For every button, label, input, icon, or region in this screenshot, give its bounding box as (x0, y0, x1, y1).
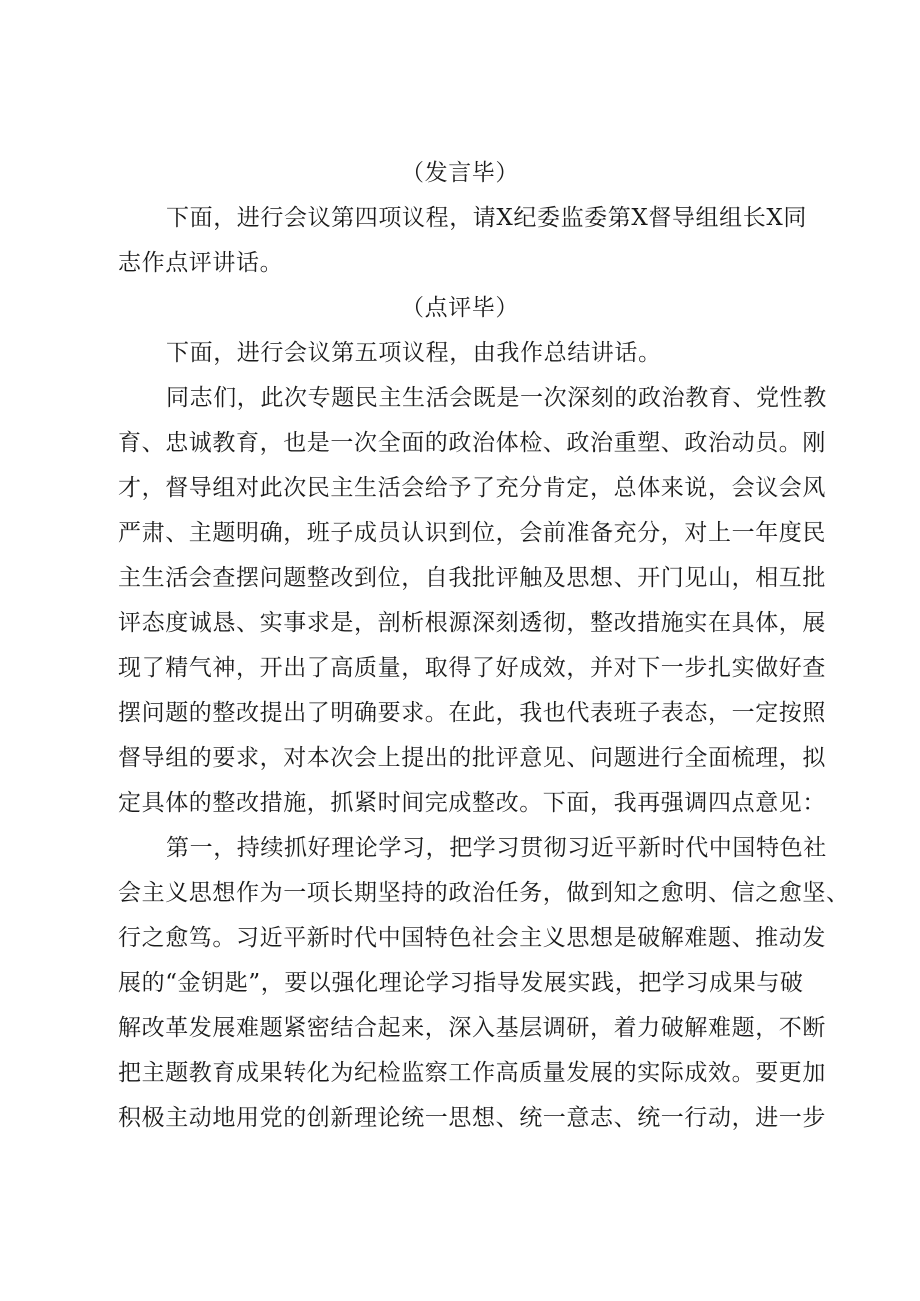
paragraph-line: 把主题教育成果转化为纪检监察工作高质量发展的实际成效。要更加 (118, 1060, 826, 1086)
paragraph-line: 展的“金钥匙”，要以强化理论学习指导发展实践，把学习成果与破 (118, 970, 804, 996)
paragraph-line: 下面，进行会议第四项议程，请X纪委监委第X督导组组长X同 (166, 205, 807, 231)
paragraph-line: 定具体的整改措施，抓紧时间完成整改。下面，我再强调四点意见： (118, 790, 826, 816)
paragraph-line: 主生活会查摆问题整改到位，自我批评触及思想、开门见山，相互批 (118, 565, 826, 591)
comment-end-note: （点评毕） (401, 295, 519, 321)
paragraph-line: 会主义思想作为一项长期坚持的政治任务，做到知之愈明、信之愈坚、 (118, 880, 850, 906)
paragraph-line: 行之愈笃。习近平新时代中国特色社会主义思想是破解难题、推动发 (118, 925, 826, 951)
paragraph-line: 评态度诚恳、实事求是，剖析根源深刻透彻，整改措施实在具体，展 (118, 610, 826, 636)
paragraph-line: 同志们，此次专题民主生活会既是一次深刻的政治教育、党性教 (166, 385, 827, 411)
speech-end-note: （发言毕） (401, 160, 519, 186)
paragraph-line: 育、忠诚教育，也是一次全面的政治体检、政治重塑、政治动员。刚 (118, 430, 826, 456)
paragraph-line: 积极主动地用党的创新理论统一思想、统一意志、统一行动，进一步 (118, 1105, 826, 1131)
paragraph-line: 第一，持续抓好理论学习，把学习贯彻习近平新时代中国特色社 (166, 835, 827, 861)
paragraph-line: 解改革发展难题紧密结合起来，深入基层调研，着力破解难题，不断 (118, 1015, 826, 1041)
paragraph-line: 督导组的要求，对本次会上提出的批评意见、问题进行全面梳理，拟 (118, 745, 826, 771)
paragraph-line: 下面，进行会议第五项议程，由我作总结讲话。 (166, 340, 662, 366)
paragraph-line: 志作点评讲话。 (118, 250, 284, 276)
paragraph-line: 现了精气神，开出了高质量，取得了好成效，并对下一步扎实做好查 (118, 655, 826, 681)
paragraph-line: 严肃、主题明确，班子成员认识到位，会前准备充分，对上一年度民 (118, 520, 826, 546)
paragraph-line: 摆问题的整改提出了明确要求。在此，我也代表班子表态，一定按照 (118, 700, 826, 726)
paragraph-line: 才，督导组对此次民主生活会给予了充分肯定，总体来说，会议会风 (118, 475, 826, 501)
